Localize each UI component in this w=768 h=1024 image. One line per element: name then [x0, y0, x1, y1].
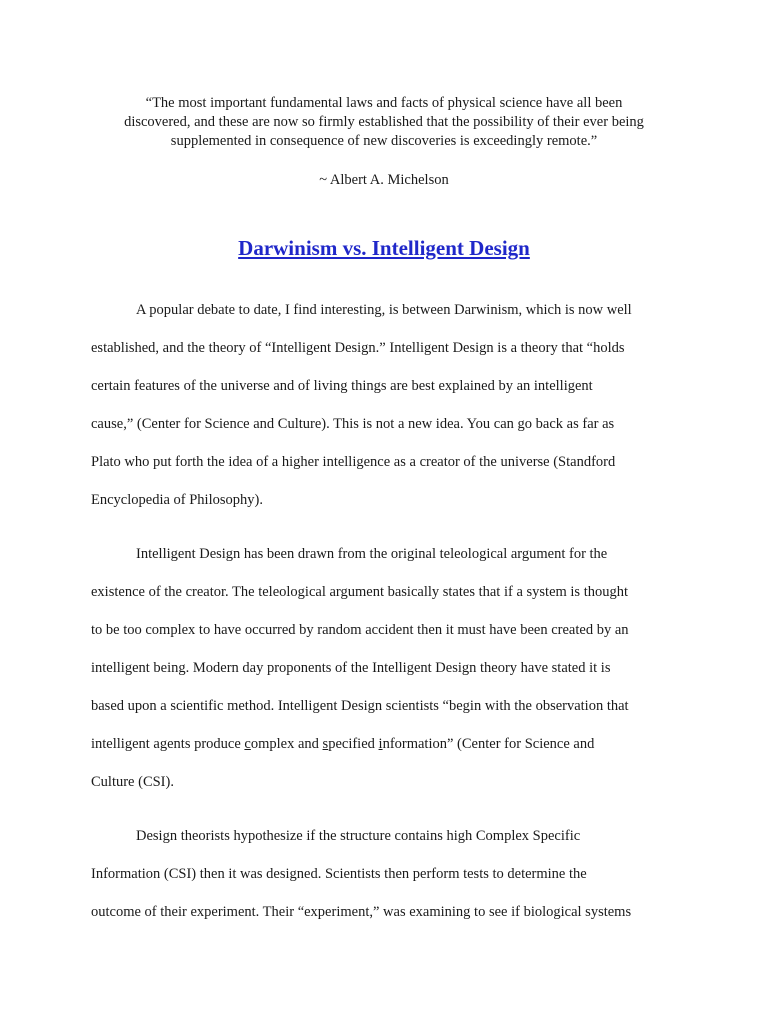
paragraph-line: Plato who put forth the idea of a higher intelligence as a creator of the universe (Standford [91, 454, 616, 470]
epigraph-quote [80, 94, 688, 151]
paragraph-line: existence of the creator. The teleological argument basically states that if a system is thought [91, 584, 629, 600]
paragraph-line: based upon a scientific method. Intelligent Design scientists “begin with the observation that [91, 698, 629, 714]
paragraph-line: intelligent being. Modern day proponents of the Intelligent Design theory have stated it is [91, 660, 611, 676]
paragraph-2 [91, 545, 691, 811]
quote-line: discovered, and these are now so firmly established that the possibility of their ever being [124, 114, 644, 130]
paragraph-line: Intelligent Design has been drawn from the original teleological argument for the [136, 546, 608, 562]
paragraph-line: established, and the theory of “Intelligent Design.” Intelligent Design is a theory that “holds [91, 340, 625, 356]
paragraph-line: Design theorists hypothesize if the structure contains high Complex Specific [136, 828, 581, 844]
paragraph-line: cause,” (Center for Science and Culture). This is not a new idea. You can go back as far as [91, 416, 615, 432]
document-title-link[interactable]: Darwinism vs. Intelligent Design [238, 236, 530, 260]
paragraph-line: Culture (CSI). [91, 774, 174, 790]
text-run: omplex and [250, 736, 323, 752]
paragraph-line: to be too complex to have occurred by random accident then it must have been created by an [91, 622, 629, 638]
paragraph-3 [91, 827, 691, 941]
quote-line: “The most important fundamental laws and facts of physical science have all been [145, 95, 623, 111]
paragraph-line: A popular debate to date, I find interesting, is between Darwinism, which is now well [136, 302, 632, 318]
paragraph-1 [91, 301, 691, 529]
underlined-letter: c [244, 736, 251, 752]
paragraph-line: Encyclopedia of Philosophy). [91, 492, 263, 508]
underlined-letter: i [378, 736, 383, 752]
text-run: nformation” (Center for Science and [382, 736, 595, 752]
quote-attribution: ~ Albert A. Michelson [319, 172, 449, 188]
quote-line: supplemented in consequence of new discoveries is exceedingly remote.” [170, 133, 598, 149]
text-run: pecified [328, 736, 379, 752]
paragraph-line-csi [91, 735, 691, 773]
underlined-letter: s [322, 736, 329, 752]
paragraph-line: Information (CSI) then it was designed. Scientists then perform tests to determine the [91, 866, 587, 882]
paragraph-line: outcome of their experiment. Their “experiment,” was examining to see if biological systems [91, 904, 632, 920]
text-run: intelligent agents produce [91, 736, 245, 752]
paragraph-line: certain features of the universe and of living things are best explained by an intelligent [91, 378, 593, 394]
